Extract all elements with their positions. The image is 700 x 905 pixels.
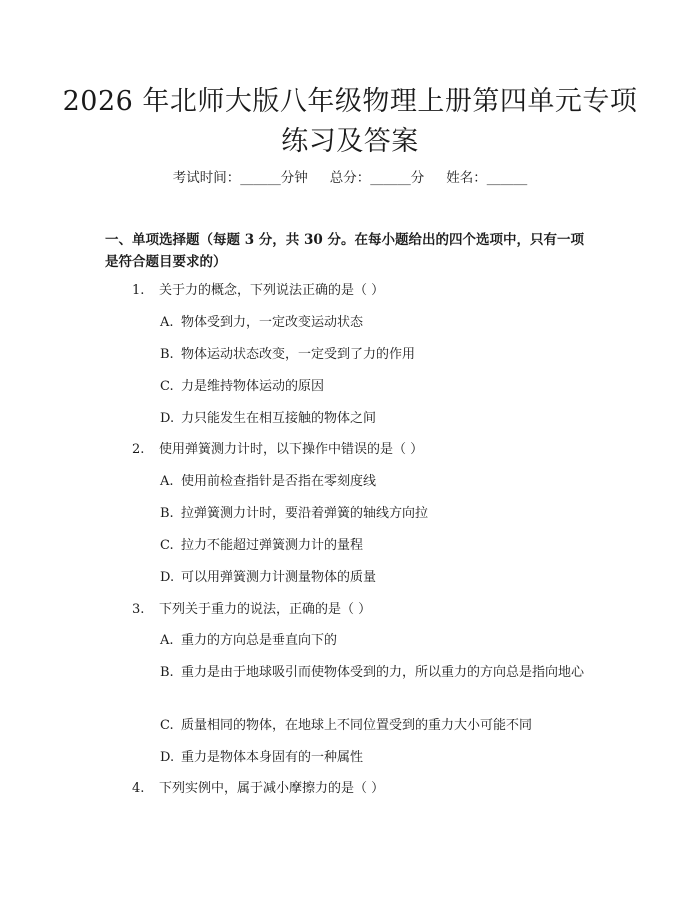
exam-meta — [0, 168, 700, 188]
page-title: 2026 年北师大版八年级物理上册第四单元专项练习及答案 — [62, 86, 638, 157]
option-text: 使用前检查指针是否指在零刻度线 — [181, 474, 377, 489]
option-text: 重力是物体本身固有的一种属性 — [181, 750, 364, 765]
option-label: B. — [160, 347, 174, 362]
option-text: 重力是由于地球吸引而使物体受到的力，所以重力的方向总是指向地心 — [181, 665, 585, 680]
question-2 — [132, 440, 423, 460]
total-score-field: 总分：______分 — [329, 170, 425, 186]
q1-option-b — [160, 345, 415, 365]
q1-option-d — [160, 409, 376, 429]
option-label: D. — [160, 411, 175, 426]
option-label: B. — [160, 665, 174, 680]
option-label: C. — [160, 718, 174, 733]
question-text: 下列实例中，属于减小摩擦力的是（ ） — [159, 781, 385, 796]
student-name-field: 姓名：______ — [446, 170, 528, 186]
option-label: C. — [160, 538, 174, 553]
option-label: A. — [160, 474, 174, 489]
option-text: 可以用弹簧测力计测量物体的质量 — [181, 570, 377, 585]
option-label: B. — [160, 506, 174, 521]
option-text: 力是维持物体运动的原因 — [181, 379, 325, 394]
section-heading: 一、单项选择题（每题 3 分，共 30 分。在每小题给出的四个选项中，只有一项是符合题目要求的） — [105, 232, 584, 270]
q3-option-a — [160, 631, 337, 651]
q3-option-c — [160, 716, 532, 736]
question-number: 2. — [132, 442, 145, 457]
q2-option-d — [160, 568, 376, 588]
q2-option-c — [160, 536, 363, 556]
question-3 — [132, 600, 371, 620]
option-text: 物体受到力，一定改变运动状态 — [181, 315, 364, 330]
option-text: 质量相同的物体，在地球上不同位置受到的重力大小可能不同 — [181, 718, 533, 733]
q3-option-d — [160, 748, 363, 768]
option-label: D. — [160, 750, 175, 765]
option-label: C. — [160, 379, 174, 394]
option-text: 重力的方向总是垂直向下的 — [181, 633, 338, 648]
q1-option-a — [160, 313, 363, 333]
option-label: A. — [160, 633, 174, 648]
option-label: D. — [160, 570, 175, 585]
question-4 — [132, 779, 384, 799]
exam-time-field: 考试时间：______分钟 — [172, 170, 308, 186]
option-text: 拉力不能超过弹簧测力计的量程 — [181, 538, 364, 553]
question-number: 1. — [132, 283, 145, 298]
option-text: 拉弹簧测力计时，要沿着弹簧的轴线方向拉 — [181, 506, 429, 521]
question-number: 3. — [132, 602, 145, 617]
question-1 — [132, 281, 384, 301]
question-text: 使用弹簧测力计时，以下操作中错误的是（ ） — [159, 442, 424, 457]
option-label: A. — [160, 315, 174, 330]
question-number: 4. — [132, 781, 145, 796]
q3-option-b — [105, 657, 595, 689]
question-text: 关于力的概念，下列说法正确的是（ ） — [159, 283, 385, 298]
q1-option-c — [160, 377, 324, 397]
option-text: 物体运动状态改变，一定受到了力的作用 — [181, 347, 416, 362]
q2-option-b — [160, 504, 428, 524]
q2-option-a — [160, 472, 376, 492]
option-text: 力只能发生在相互接触的物体之间 — [181, 411, 377, 426]
question-text: 下列关于重力的说法，正确的是（ ） — [159, 602, 372, 617]
